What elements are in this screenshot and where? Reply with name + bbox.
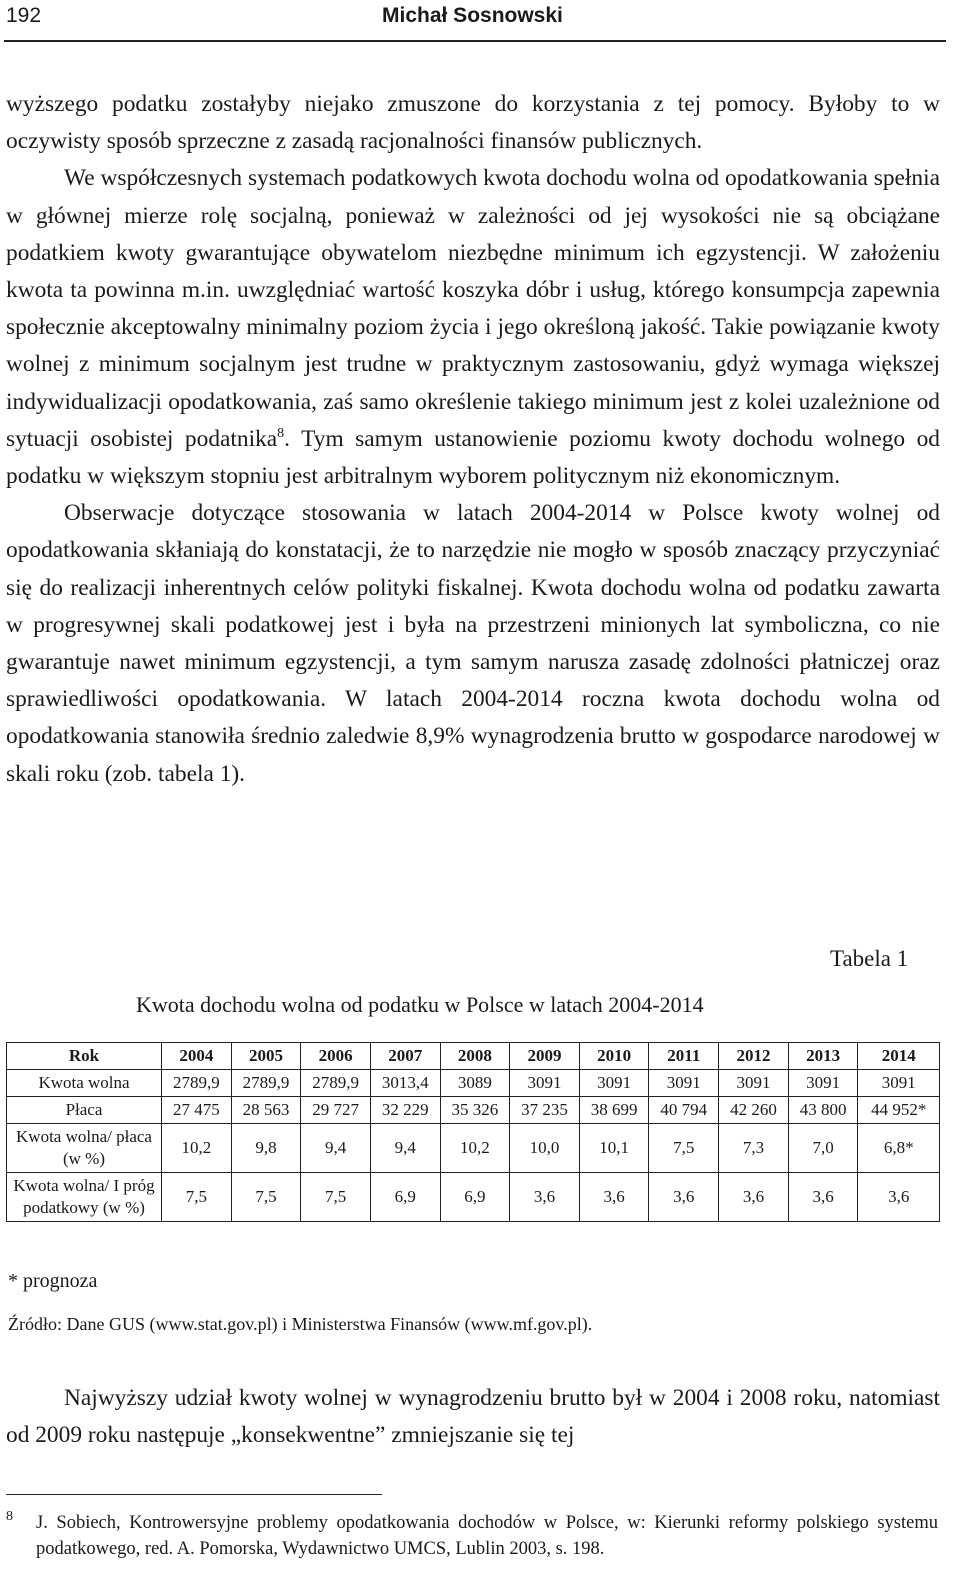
table-row bbox=[7, 1097, 940, 1124]
footnote-mark: 8 bbox=[6, 1509, 13, 1524]
table-header-cell: Rok bbox=[7, 1043, 162, 1070]
table-cell: 3,6 bbox=[649, 1173, 719, 1222]
table-cell: 7,5 bbox=[231, 1173, 301, 1222]
table-cell: 35 326 bbox=[440, 1097, 510, 1124]
footnote-rule bbox=[6, 1494, 382, 1495]
table-cell: 2789,9 bbox=[231, 1070, 301, 1097]
table-header-year: 2004 bbox=[162, 1043, 232, 1070]
table-cell: 3091 bbox=[858, 1070, 940, 1097]
table-header-year: 2006 bbox=[301, 1043, 371, 1070]
table-cell: 42 260 bbox=[719, 1097, 789, 1124]
table-cell: 3091 bbox=[579, 1070, 649, 1097]
table-cell: 10,1 bbox=[579, 1124, 649, 1173]
table-row bbox=[7, 1124, 940, 1173]
table-title: Kwota dochodu wolna od podatku w Polsce w latach 2004-2014 bbox=[136, 992, 704, 1017]
table-cell: 3091 bbox=[788, 1070, 858, 1097]
table-source: Źródło: Dane GUS (www.stat.gov.pl) i Ministerstwa Finansów (www.mf.gov.pl). bbox=[8, 1314, 593, 1334]
table-cell: 38 699 bbox=[579, 1097, 649, 1124]
table-header-year: 2010 bbox=[579, 1043, 649, 1070]
paragraph-2-part-1: We współczesnych systemach podatkowych kwota dochodu wolna od opodatkowania spełnia w głównej mierze rolę socjalną, ponieważ w zależności od jej wysokości nie są obciążane podatkiem kwoty gwarantujące obywatelom niezbędne minimum ich egzystencji. W założeniu kwota ta powinna m.in. uwzględniać wartość koszyka dóbr i usług, którego konsumpcja zapewnia społecznie akceptowalny minimalny poziom życia i jego określoną jakość. Takie powiązanie kwoty wolnej z minimum socjalnym jest trudne w praktycznym zastosowaniu, gdyż wymaga większej indywidualizacji opodatkowania, zaś samo określenie takiego minimum jest z kolei uzależnione od sytuacji osobistej podatnika bbox=[6, 165, 940, 452]
running-head-author: Michał Sosnowski bbox=[382, 4, 563, 27]
table-cell: 7,0 bbox=[788, 1124, 858, 1173]
table-cell: 43 800 bbox=[788, 1097, 858, 1124]
footnote-reference[interactable]: 8 bbox=[277, 426, 285, 442]
table-header-year: 2009 bbox=[510, 1043, 580, 1070]
page-number: 192 bbox=[6, 4, 42, 27]
footnote-text: J. Sobiech, Kontrowersyjne problemy opodatkowania dochodów w Polsce, w: Kierunki reformy polskiego systemu podatkowego, red. A. Pomorska, Wydawnictwo UMCS, Lublin 2003, s. 198. bbox=[36, 1513, 938, 1559]
table-cell: 6,9 bbox=[370, 1173, 440, 1222]
data-table bbox=[6, 1042, 940, 1222]
table-row-label: Kwota wolna/ I próg podatkowy (w %) bbox=[7, 1173, 162, 1222]
table-cell: 27 475 bbox=[162, 1097, 232, 1124]
paragraph-1: wyższego podatku zostałyby niejako zmuszone do korzystania z tej pomocy. Byłoby to w oczywisty sposób sprzeczne z zasadą racjonalności finansów publicznych. bbox=[6, 91, 940, 155]
table-cell: 40 794 bbox=[649, 1097, 719, 1124]
table-cell: 6,8* bbox=[858, 1124, 940, 1173]
table-cell: 6,9 bbox=[440, 1173, 510, 1222]
table-header-year: 2007 bbox=[370, 1043, 440, 1070]
table-row-label: Kwota wolna/ płaca (w %) bbox=[7, 1124, 162, 1173]
table-cell: 28 563 bbox=[231, 1097, 301, 1124]
paragraph-4: Najwyższy udział kwoty wolnej w wynagrodzeniu brutto był w 2004 i 2008 roku, natomiast od 2009 roku następuje „konsekwentne” zmniejszanie się tej bbox=[6, 1385, 940, 1449]
table-header-year: 2014 bbox=[858, 1043, 940, 1070]
table-cell: 7,3 bbox=[719, 1124, 789, 1173]
table-header-year: 2011 bbox=[649, 1043, 719, 1070]
header-rule bbox=[4, 40, 946, 42]
table-cell: 10,2 bbox=[162, 1124, 232, 1173]
table-cell: 3091 bbox=[649, 1070, 719, 1097]
table-header-year: 2008 bbox=[440, 1043, 510, 1070]
main-text bbox=[6, 86, 940, 793]
table-cell: 3,6 bbox=[719, 1173, 789, 1222]
table-cell: 9,8 bbox=[231, 1124, 301, 1173]
table-cell: 3,6 bbox=[579, 1173, 649, 1222]
table-cell: 3,6 bbox=[858, 1173, 940, 1222]
table-cell: 3091 bbox=[719, 1070, 789, 1097]
table-cell: 3089 bbox=[440, 1070, 510, 1097]
table-number: Tabela 1 bbox=[830, 946, 909, 971]
table-cell: 7,5 bbox=[301, 1173, 371, 1222]
table-cell: 9,4 bbox=[370, 1124, 440, 1173]
paragraph-3: Obserwacje dotyczące stosowania w latach 2004-2014 w Polsce kwoty wolnej od opodatkowania skłaniają do konstatacji, że to narzędzie nie mogło w sposób znaczący przyczyniać się do realizacji inherentnych celów polityki fiskalnej. Kwota dochodu wolna od podatku zawarta w progresywnej skali podatkowej jest i była na przestrzeni minionych lat symboliczna, co nie gwarantuje nawet minimum egzystencji, a tym samym narusza zasadę zdolności płatniczej oraz sprawiedliwości opodatkowania. W latach 2004-2014 roczna kwota dochodu wolna od opodatkowania stanowiła średnio zaledwie 8,9% wynagrodzenia brutto w gospodarce narodowej w skali roku (zob. tabela 1). bbox=[6, 500, 940, 787]
table-note: * prognoza bbox=[8, 1270, 98, 1292]
table-cell: 32 229 bbox=[370, 1097, 440, 1124]
table-cell: 10,0 bbox=[510, 1124, 580, 1173]
table-cell: 3091 bbox=[510, 1070, 580, 1097]
table-cell: 3013,4 bbox=[370, 1070, 440, 1097]
table-cell: 7,5 bbox=[649, 1124, 719, 1173]
table-header-year: 2012 bbox=[719, 1043, 789, 1070]
table-cell: 2789,9 bbox=[162, 1070, 232, 1097]
table-cell: 7,5 bbox=[162, 1173, 232, 1222]
running-header bbox=[6, 2, 946, 44]
table-header-year: 2013 bbox=[788, 1043, 858, 1070]
paragraph-2 bbox=[6, 160, 940, 495]
table-cell: 3,6 bbox=[788, 1173, 858, 1222]
table-row-label: Kwota wolna bbox=[7, 1070, 162, 1097]
table-cell: 2789,9 bbox=[301, 1070, 371, 1097]
table-row bbox=[7, 1173, 940, 1222]
main-text-continued bbox=[6, 1380, 940, 1454]
paragraph-2-part-2: . Tym samym ustanowienie poziomu kwoty dochodu wolnego od podatku w większym stopniu jest arbitralnym wyborem politycznym niż ekonomicznym. bbox=[6, 425, 940, 490]
table-row bbox=[7, 1070, 940, 1097]
table-row-label: Płaca bbox=[7, 1097, 162, 1124]
table-header-year: 2005 bbox=[231, 1043, 301, 1070]
table-cell: 29 727 bbox=[301, 1097, 371, 1124]
footnote bbox=[6, 1510, 938, 1562]
table-header-row bbox=[7, 1043, 940, 1070]
table-cell: 9,4 bbox=[301, 1124, 371, 1173]
table-cell: 37 235 bbox=[510, 1097, 580, 1124]
table-cell: 44 952* bbox=[858, 1097, 940, 1124]
table-cell: 10,2 bbox=[440, 1124, 510, 1173]
table-cell: 3,6 bbox=[510, 1173, 580, 1222]
